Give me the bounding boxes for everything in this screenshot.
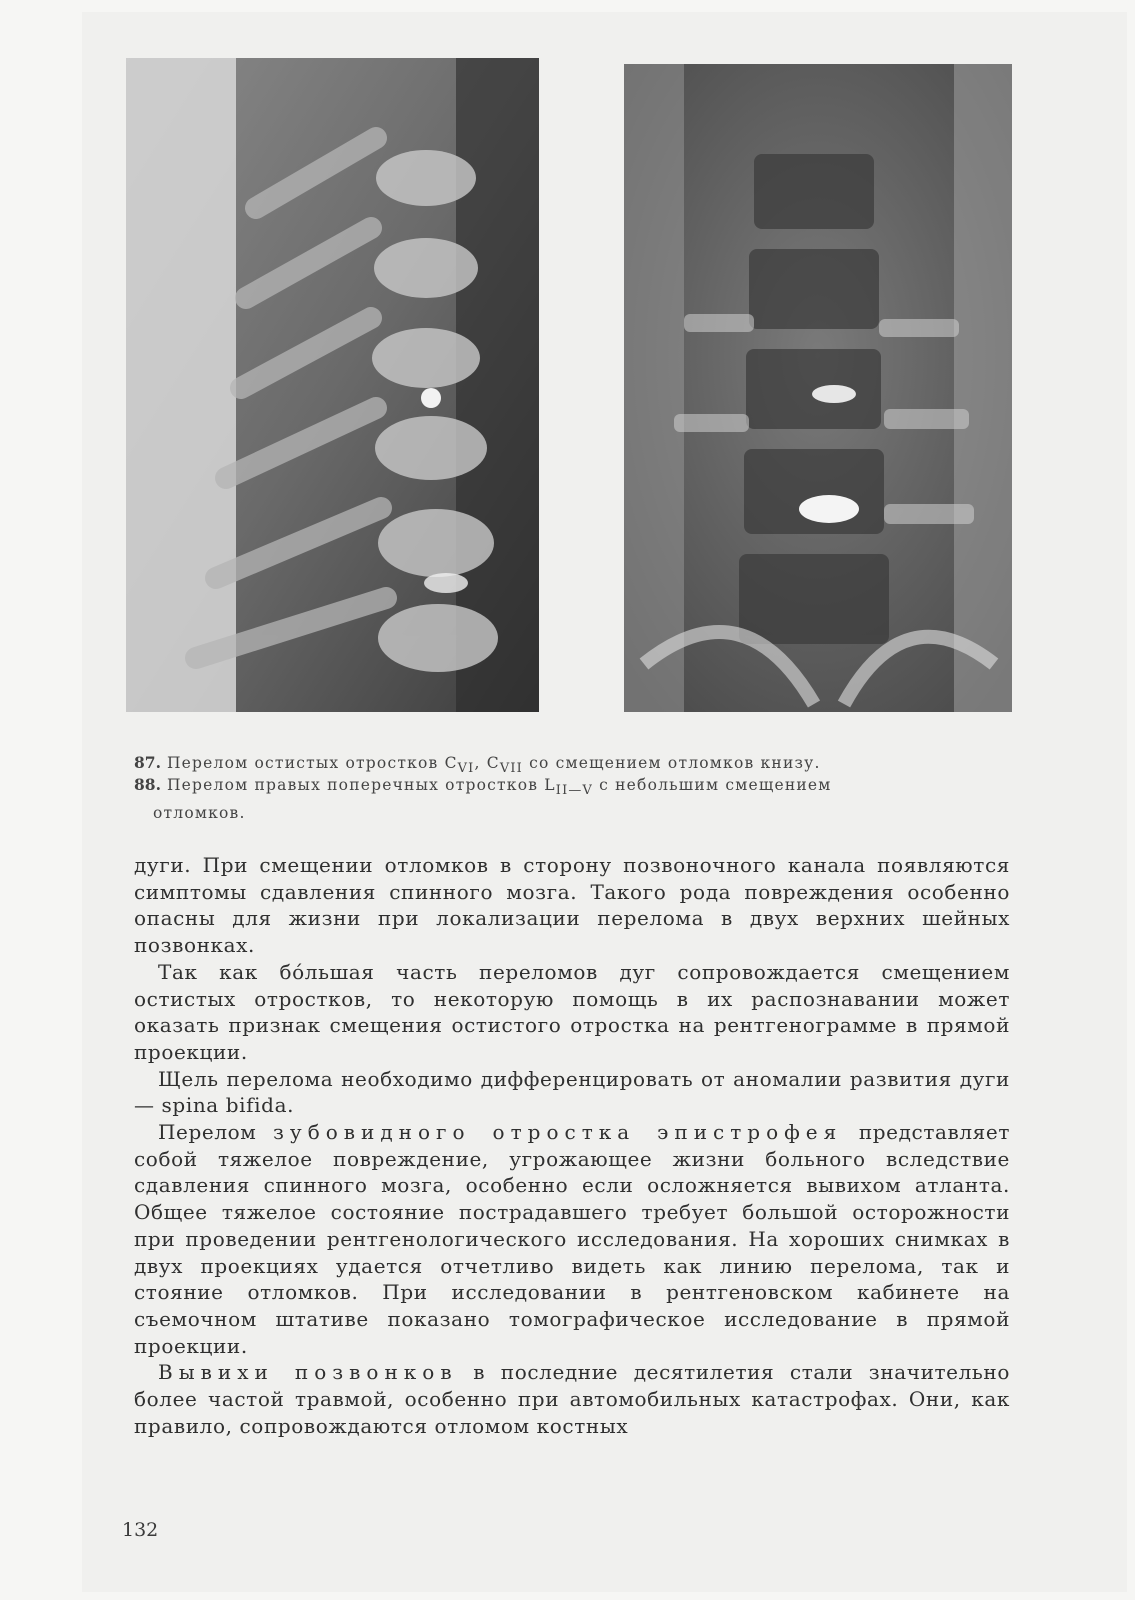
figure-88-caption-text: Перелом правых поперечных отростков L: [166, 776, 556, 794]
figure-88-caption-sub: II—V: [555, 783, 594, 799]
paragraph-3: Щель перелома необходимо дифференцировать от аномалии развития дуги — spina bifida.: [134, 1066, 1010, 1118]
paragraph-4-lead: Перелом: [158, 1120, 274, 1145]
figure-88-xray: [624, 64, 1012, 712]
figure-87-caption-sub1: VI: [457, 761, 475, 777]
figure-88-caption-end: с небольшим смещением: [593, 776, 832, 794]
figure-88-caption-cont: отломков.: [153, 804, 246, 823]
paragraph-4-term: зубовидного отростка эпистрофея: [273, 1120, 843, 1145]
paragraph-5-term: Вывихи позвонков: [158, 1360, 458, 1385]
paragraph-4-rest: представляет собой тяжелое повреждение, угрожающее жизни больного вследствие сдавления спинного мозга, особенно если осложняется вывихом атланта. Общее тяжелое состояние пострадавшего требует большой осторожности при проведении рентгенологического исследования. На хороших снимках в двух проекциях удается отчетливо видеть как линию перелома, так и стояние отломков. При исследовании в рентгеновском кабинете на съемочном штативе показано томографическое исследование в прямой проекции.: [134, 1120, 1010, 1358]
figure-87-caption-mid: , C: [474, 754, 500, 772]
figure-87-caption-text: Перелом остистых отростков C: [166, 754, 458, 772]
figure-87-xray: [126, 58, 539, 712]
paragraph-4: [134, 1119, 1010, 1359]
figure-87-caption-end: со смещением отломков книзу.: [522, 754, 821, 772]
paragraph-5-rest: в последние десятилетия стали значительно более частой травмой, особенно при автомобильных катастрофах. Они, как правило, сопровождаются отломом костных: [134, 1360, 1010, 1438]
body-text: [134, 852, 1010, 1439]
paragraph-5: [134, 1359, 1010, 1439]
page-number: 132: [122, 1519, 159, 1541]
figure-87-number: 87.: [134, 753, 161, 772]
paragraph-2: Так как бо́льшая часть переломов дуг сопровождается смещением остистых отростков, то некоторую помощь в их распознавании может оказать признак смещения остистого отростка на рентгенограмме в прямой проекции.: [134, 959, 1010, 1064]
figure-88-number: 88.: [134, 775, 161, 794]
figure-88-caption: [134, 774, 1014, 824]
paragraph-1: дуги. При смещении отломков в сторону позвоночного канала появляются симптомы сдавления спинного мозга. Такого рода повреждения особенно опасны для жизни при локализации перелома в двух верхних шейных позвонках.: [134, 853, 1010, 958]
figure-87-caption-sub2: VII: [499, 761, 523, 777]
